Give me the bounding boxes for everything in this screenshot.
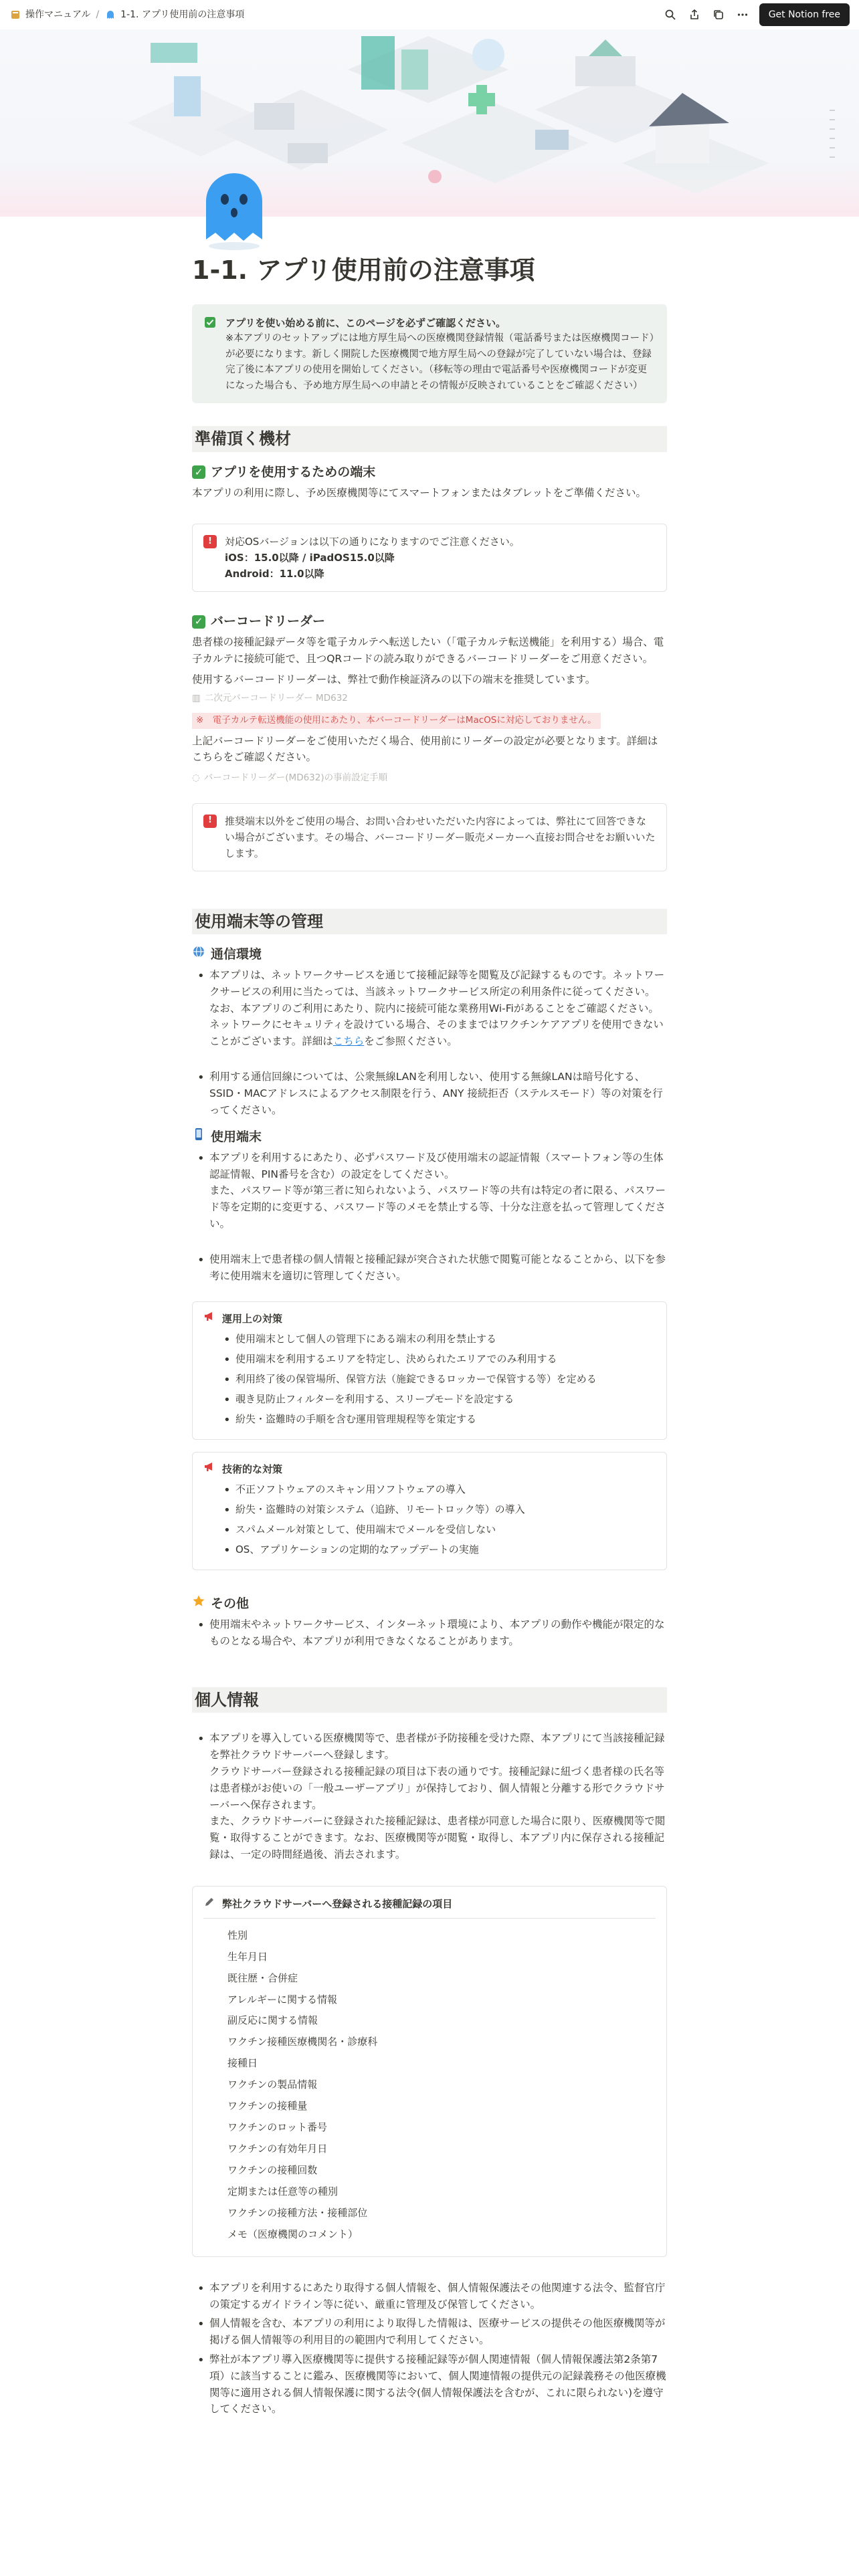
callout-title: アプリを使い始める前に、このページを必ずご確認ください。 xyxy=(225,317,506,330)
more-icon[interactable] xyxy=(735,7,750,22)
cover-image xyxy=(0,29,859,217)
breadcrumb-root[interactable]: 操作マニュアル xyxy=(25,9,91,20)
section-heading-management: 使用端末等の管理 xyxy=(192,909,667,935)
record-item: 副反応に関する情報 xyxy=(227,2014,318,2027)
record-item: ワクチンの有効年月日 xyxy=(227,2143,328,2155)
records-box xyxy=(192,1886,667,2257)
network-item-1b xyxy=(209,1000,667,1050)
heading-terminal-label: 使用端末 xyxy=(211,1130,262,1145)
heading-other-label: その他 xyxy=(211,1596,250,1612)
star-icon xyxy=(192,1594,205,1614)
section-heading-equipment: 準備頂く機材 xyxy=(192,426,667,452)
list-item: • 紛失・盗難時の対策システム（追跡、リモートロック等）の導入 xyxy=(218,1501,656,1517)
check-icon: ✓ xyxy=(192,615,205,629)
record-item: 定期または任意等の種別 xyxy=(227,2185,339,2197)
record-item: ワクチンの接種方法・接種部位 xyxy=(227,2206,368,2219)
record-item: ワクチンの接種回数 xyxy=(227,2164,318,2177)
warning-icon: ! xyxy=(203,535,217,548)
network-item-1: • 本アプリは、ネットワークサービスを通じて接種記録等を閲覧及び記録するものです。ネットワークサービスの利用に当たっては、当該ネットワークサービス所定の利用条件に従ってください。 xyxy=(209,968,665,998)
record-item: 生年月日 xyxy=(227,1950,268,1963)
os-intro: 対応OSバージョンは以下の通りになりますのでご注意ください。 xyxy=(225,536,520,548)
breadcrumb xyxy=(9,7,244,22)
records-heading xyxy=(203,1896,656,1913)
other-list xyxy=(192,1616,667,1650)
duplicate-icon[interactable] xyxy=(711,7,726,22)
list-item: • 覗き見防止フィルターを利用する、スリープモードを設定する xyxy=(218,1391,656,1407)
heading-device-label: アプリを使用するための端末 xyxy=(211,465,376,480)
record-item: 既往歴・合併症 xyxy=(227,1971,298,1984)
list-item: • 紛失・盗難時の手順を含む運用管理規程等を策定する xyxy=(218,1411,656,1427)
heading-other xyxy=(192,1594,667,1614)
mac-warning: ※ 電子カルテ転送機能の使用にあたり、本バーコードリーダーはMacOSに対応しておりません。 xyxy=(192,713,601,729)
heading-network xyxy=(192,945,667,964)
barcode-warning-text: 推奨端末以外をご使用の場合、お問い合わせいただいた内容によっては、弊社にて回答できない場合がございます。その場合、バーコードリーダー販売メーカーへ直接お問合せをお願いいたします。 xyxy=(225,815,656,859)
terminal-list xyxy=(192,1150,667,1285)
list-item: • 使用端末を利用するエリアを特定し、決められたエリアでのみ利用する xyxy=(218,1351,656,1367)
record-item: ワクチン接種医療機関名・診療科 xyxy=(227,2036,378,2048)
list-item: • 使用端末やネットワークサービス、インターネット環境により、本アプリの動作や機能が限定的なものとなる場合や、本アプリが利用できなくなることがあります。 xyxy=(192,1616,667,1650)
barcode-text: 患者様の接種記録データ等を電子カルテへ転送したい（「電子カルテ転送機能」を利用する）場合、電子カルテに接続可能で、且つQRコードの読み取りができるバーコードリーダーをご用意ください。 xyxy=(192,635,664,665)
list-item xyxy=(192,1069,667,1118)
book-icon xyxy=(9,9,21,21)
list-item: • 不正ソフトウェアのスキャン用ソフトウェアの導入 xyxy=(218,1481,656,1497)
terminal-item-2: • 使用端末上で患者様の個人情報と接種記録が突合された状態で閲覧可能となることから、以下を参考に使用端末を適切に管理してください。 xyxy=(209,1253,666,1282)
pencil-icon xyxy=(203,1896,215,1913)
list-item xyxy=(192,967,667,1050)
page-ghost-icon xyxy=(194,165,274,251)
search-icon[interactable] xyxy=(663,7,678,22)
warning-icon: ! xyxy=(203,815,217,828)
record-item: 接種日 xyxy=(227,2057,258,2070)
ghost-icon xyxy=(104,9,116,21)
share-icon[interactable] xyxy=(687,7,702,22)
top-bar xyxy=(0,0,859,29)
breadcrumb-separator: / xyxy=(96,9,100,20)
device-text: 本アプリの利用に際し、予め医療機関等にてスマートフォンまたはタブレットをご準備ください。 xyxy=(192,486,647,499)
phone-icon xyxy=(192,1128,205,1147)
check-icon: ✓ xyxy=(192,465,205,479)
list-item: • 弊社が本アプリ導入医療機関等に提供する接種記録等が個人関連情報（個人情報保護法第2条第7項）に該当することに鑑み、医療機関等において、個人関連情報の提供元の記録義務その他医療機関等に適用される個人情報保護に関する法令(個人情報保護法を含むが、これに限られない)を遵守してください。 xyxy=(192,2351,667,2418)
os-ios: iOS：15.0以降 / iPadOS15.0以降 xyxy=(225,552,395,564)
heading-network-label: 通信環境 xyxy=(211,947,262,962)
barcode-model-link[interactable] xyxy=(192,691,667,706)
ops-measures-box xyxy=(192,1301,667,1440)
heading-barcode xyxy=(192,612,667,631)
tech-heading xyxy=(203,1461,656,1477)
tech-heading-label: 技術的な対策 xyxy=(222,1463,283,1475)
page-content xyxy=(192,254,667,2420)
records-list xyxy=(227,1925,656,2246)
page-title: 1-1. アプリ使用前の注意事項 xyxy=(192,255,535,285)
ops-list xyxy=(218,1331,656,1427)
record-item: アレルギーに関する情報 xyxy=(227,1993,338,2006)
get-notion-free-button[interactable]: Get Notion free xyxy=(759,3,850,26)
privacy-intro-list xyxy=(192,1730,667,1862)
record-item: メモ（医療機関のコメント） xyxy=(227,2228,359,2240)
records-heading-label: 弊社クラウドサーバーへ登録される接種記録の項目 xyxy=(222,1898,453,1911)
barcode-model-label: 二次元バーコードリーダー MD632 xyxy=(204,693,348,704)
heading-device xyxy=(192,463,667,482)
os-android: Android：11.0以降 xyxy=(225,568,324,580)
bottom-fade xyxy=(0,2555,859,2576)
privacy-rules-list xyxy=(192,2280,667,2418)
heading-barcode-label: バーコードリーダー xyxy=(211,614,326,629)
details-link[interactable]: こちら xyxy=(332,1035,365,1048)
network-item-1c-text: をご参照ください。 xyxy=(364,1035,458,1048)
barcode-icon: ▥ xyxy=(192,693,201,704)
os-callout xyxy=(192,524,667,592)
list-item: • スパムメール対策として、使用端末でメールを受信しない xyxy=(218,1521,656,1537)
list-item xyxy=(192,1730,667,1862)
barcode-recommend: 使用するバーコードリーダーは、弊社で動作検証済みの以下の端末を推奨しています。 xyxy=(192,673,596,685)
intro-callout xyxy=(192,304,667,403)
breadcrumb-current[interactable]: 1-1. アプリ使用前の注意事項 xyxy=(120,9,245,20)
terminal-item-1b: また、パスワード等が第三者に知られないよう、パスワード等の共有は特定の者に限る、パスワード等を定期的に変更する、パスワード等のメモを禁止する等、十分な注意を払って管理してください。 xyxy=(209,1184,666,1230)
privacy-p1c: また、クラウドサーバーに登録された接種記録は、患者様が同意した場合に限り、医療機関等で閲覧・取得することができます。なお、医療機関等が閲覧・取得し、本アプリ内に保存される接種記録は、一定の時間経過後、消去されます。 xyxy=(209,1815,666,1860)
network-item-1b-text: なお、本アプリのご利用にあたり、院内に接続可能な業務用Wi-Fiがあることをご確認ください。ネットワークにセキュリティを設けている場合、そのままではワクチンケアアプリを使用できないことがございます。詳細は xyxy=(209,1002,664,1048)
barcode-setup-link[interactable] xyxy=(192,771,667,786)
list-item: • 個人情報を含む、本アプリの利用により取得した情報は、医療サービスの提供その他医療機関等が掲げる個人情報等の利用目的の範囲内で利用してください。 xyxy=(192,2315,667,2349)
terminal-item-1: • 本アプリを利用するにあたり、必ずパスワード及び使用端末の認証情報（スマートフォン等の生体認証情報、PIN番号を含む）の設定をしてください。 xyxy=(209,1151,664,1180)
ops-heading xyxy=(203,1310,656,1327)
tech-list xyxy=(218,1481,656,1558)
record-item: ワクチンの接種量 xyxy=(227,2100,308,2113)
barcode-setup: 上記バーコードリーダーをご使用いただく場合、使用前にリーダーの設定が必要となります。詳細はこちらをご確認ください。 xyxy=(192,734,658,764)
privacy-p1b: クラウドサーバー登録される接種記録の項目は下表の通りです。接種記録に紐づく患者様の氏名等は患者様がお使いの「一般ユーザーアプリ」が保持しており、個人情報と分離する形でクラウドサーバーへ保存されます。 xyxy=(209,1765,665,1811)
privacy-p1: • 本アプリを導入している医療機関等で、患者様が予防接種を受けた際、本アプリにて当該接種記録を弊社クラウドサーバーへ登録します。 xyxy=(209,1732,665,1761)
list-item xyxy=(192,1251,667,1285)
network-list xyxy=(192,967,667,1118)
callout-body: ※本アプリのセットアップには地方厚生局への医療機関登録情報（電話番号または医療機関コード）が必要になります。新しく開院した医療機関で地方厚生局への登録が完了していない場合は、登録完了後に本アプリの使用を開始してください。（移転等の理由で電話番号や医療機関コードが変更になった場合も、予め地方厚生局への申請とその情報が反映されていることをご確認ください） xyxy=(225,333,654,391)
divider xyxy=(203,1918,656,1919)
checkbox-icon xyxy=(204,315,217,394)
record-item: ワクチンのロット番号 xyxy=(227,2121,327,2134)
tech-measures-box xyxy=(192,1452,667,1570)
record-item: 性別 xyxy=(227,1929,248,1941)
list-item: • 利用終了後の保管場所、保管方法（施錠できるロッカーで保管する等）を定める xyxy=(218,1371,656,1387)
network-item-2: • 利用する通信回線については、公衆無線LANを利用しない、使用する無線LANは暗号化する、SSID・MACアドレスによるアクセス制限を行う、ANY 接続拒否（ステルスモード）等の対策を行ってください。 xyxy=(209,1070,663,1116)
section-heading-privacy: 個人情報 xyxy=(192,1687,667,1713)
list-item xyxy=(192,1150,667,1232)
ops-heading-label: 運用上の対策 xyxy=(222,1312,283,1325)
megaphone-icon xyxy=(203,1310,215,1327)
record-item: ワクチンの製品情報 xyxy=(227,2078,318,2091)
list-item: • 使用端末として個人の管理下にある端末の利用を禁止する xyxy=(218,1331,656,1347)
list-item: • 本アプリを利用するにあたり取得する個人情報を、個人情報保護法その他関連する法令、監督官庁の策定するガイドライン等に従い、厳重に管理及び保管してください。 xyxy=(192,2280,667,2313)
page-link-icon: ◌ xyxy=(192,772,200,784)
list-item: • OS、アプリケーションの定期的なアップデートの実施 xyxy=(218,1541,656,1558)
globe-icon xyxy=(192,945,205,964)
heading-terminal xyxy=(192,1128,667,1147)
megaphone-icon xyxy=(203,1461,215,1477)
barcode-setup-link-label: バーコードリーダー(MD632)の事前設定手順 xyxy=(203,772,388,784)
barcode-warning-callout xyxy=(192,803,667,871)
